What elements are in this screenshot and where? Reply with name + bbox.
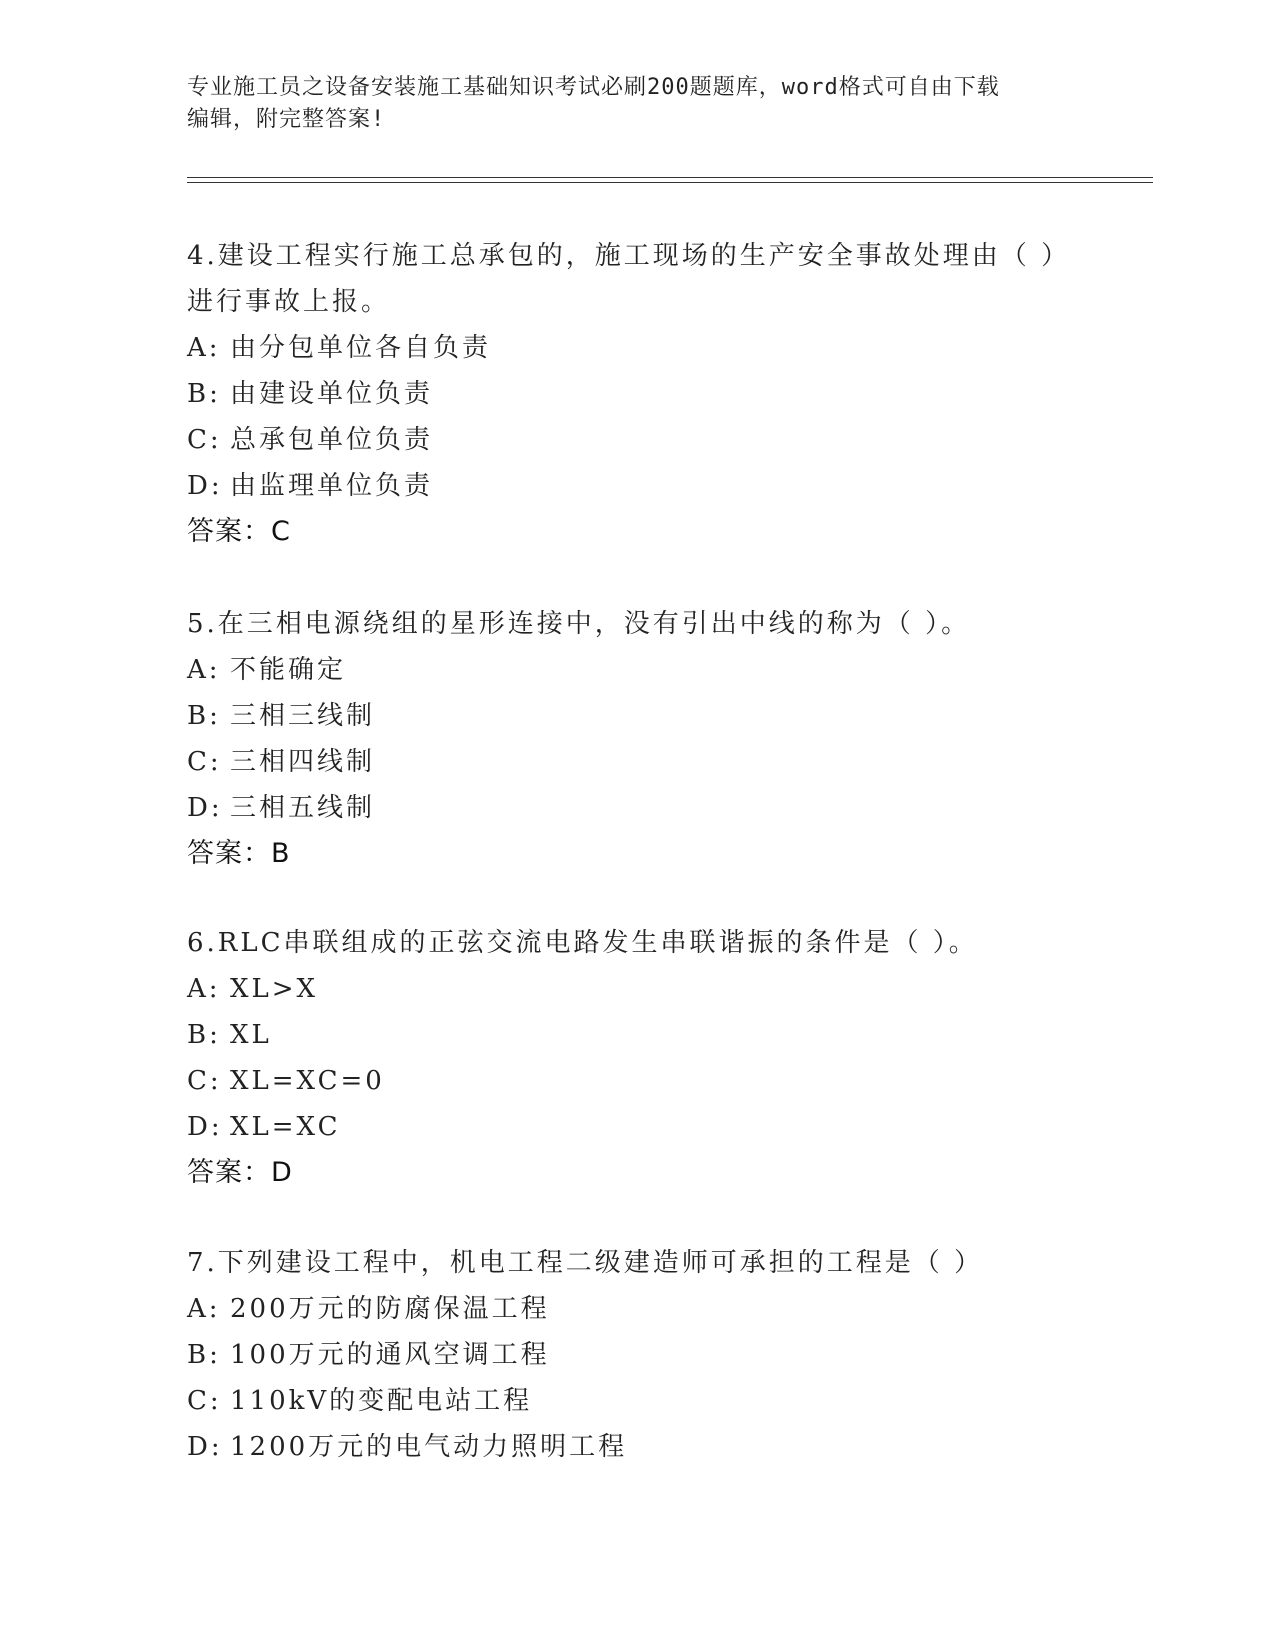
option-letter: D:: [187, 793, 223, 823]
question-stem: 4.建设工程实行施工总承包的，施工现场的生产安全事故处理由（ ）: [187, 241, 1071, 271]
option-letter: C:: [187, 747, 222, 777]
option-d: [187, 785, 1087, 831]
option-text: XL=XC=0: [230, 1066, 385, 1096]
question-stem: 5.在三相电源绕组的星形连接中，没有引出中线的称为（ ）。: [187, 609, 971, 639]
header-divider-top: [187, 177, 1153, 178]
question-6: [187, 920, 1087, 1196]
option-letter: B:: [187, 379, 221, 409]
option-letter: C:: [187, 425, 222, 455]
option-c: [187, 1378, 1087, 1424]
option-letter: D:: [187, 1112, 223, 1142]
option-b: [187, 371, 1087, 417]
option-text: 三相三线制: [230, 701, 376, 731]
option-letter: A:: [187, 655, 221, 685]
option-text: 200万元的防腐保温工程: [230, 1294, 550, 1324]
option-text: 1200万元的电气动力照明工程: [230, 1432, 628, 1462]
option-a: [187, 647, 1087, 693]
option-text: XL>X: [230, 974, 319, 1004]
question-stem-continued: 进行事故上报。: [187, 287, 391, 317]
option-text: 由监理单位负责: [230, 471, 434, 501]
option-c: [187, 739, 1087, 785]
option-text: XL: [230, 1020, 272, 1050]
option-text: 由分包单位各自负责: [230, 333, 492, 363]
option-text: 100万元的通风空调工程: [230, 1340, 550, 1370]
option-letter: D:: [187, 471, 223, 501]
option-letter: C:: [187, 1066, 222, 1096]
option-d: [187, 463, 1087, 509]
option-a: [187, 1286, 1087, 1332]
option-text: 不能确定: [230, 655, 347, 685]
option-text: 三相四线制: [230, 747, 376, 777]
question-stem: 6.RLC串联组成的正弦交流电路发生串联谐振的条件是（ ）。: [187, 928, 978, 958]
option-c: [187, 1058, 1087, 1104]
option-letter: A:: [187, 974, 221, 1004]
option-text: 总承包单位负责: [230, 425, 434, 455]
option-a: [187, 325, 1087, 371]
option-letter: A:: [187, 1294, 221, 1324]
header-divider-bottom: [187, 182, 1153, 183]
option-text: 由建设单位负责: [230, 379, 434, 409]
question-4: [187, 233, 1087, 555]
question-stem: 7.下列建设工程中，机电工程二级建造师可承担的工程是（ ）: [187, 1248, 984, 1278]
option-a: [187, 966, 1087, 1012]
option-letter: D:: [187, 1432, 223, 1462]
answer-label: 答案：B: [187, 838, 291, 869]
header-title-line-2: 编辑，附完整答案!: [187, 107, 386, 132]
header-title-line-1: 专业施工员之设备安装施工基础知识考试必刷200题题库，word格式可自由下载: [187, 75, 1000, 100]
option-letter: C:: [187, 1386, 222, 1416]
option-letter: B:: [187, 1340, 221, 1370]
option-text: 110kV的变配电站工程: [230, 1386, 533, 1416]
option-c: [187, 417, 1087, 463]
question-5: [187, 601, 1087, 877]
answer-label: 答案：C: [187, 516, 291, 547]
option-b: [187, 693, 1087, 739]
option-d: [187, 1424, 1087, 1470]
option-letter: B:: [187, 701, 221, 731]
option-letter: B:: [187, 1020, 221, 1050]
option-letter: A:: [187, 333, 221, 363]
option-d: [187, 1104, 1087, 1150]
option-b: [187, 1012, 1087, 1058]
answer-label: 答案：D: [187, 1157, 293, 1188]
question-7: [187, 1240, 1087, 1470]
option-text: XL=XC: [230, 1112, 341, 1142]
option-b: [187, 1332, 1087, 1378]
document-header: [187, 72, 1087, 136]
option-text: 三相五线制: [230, 793, 376, 823]
